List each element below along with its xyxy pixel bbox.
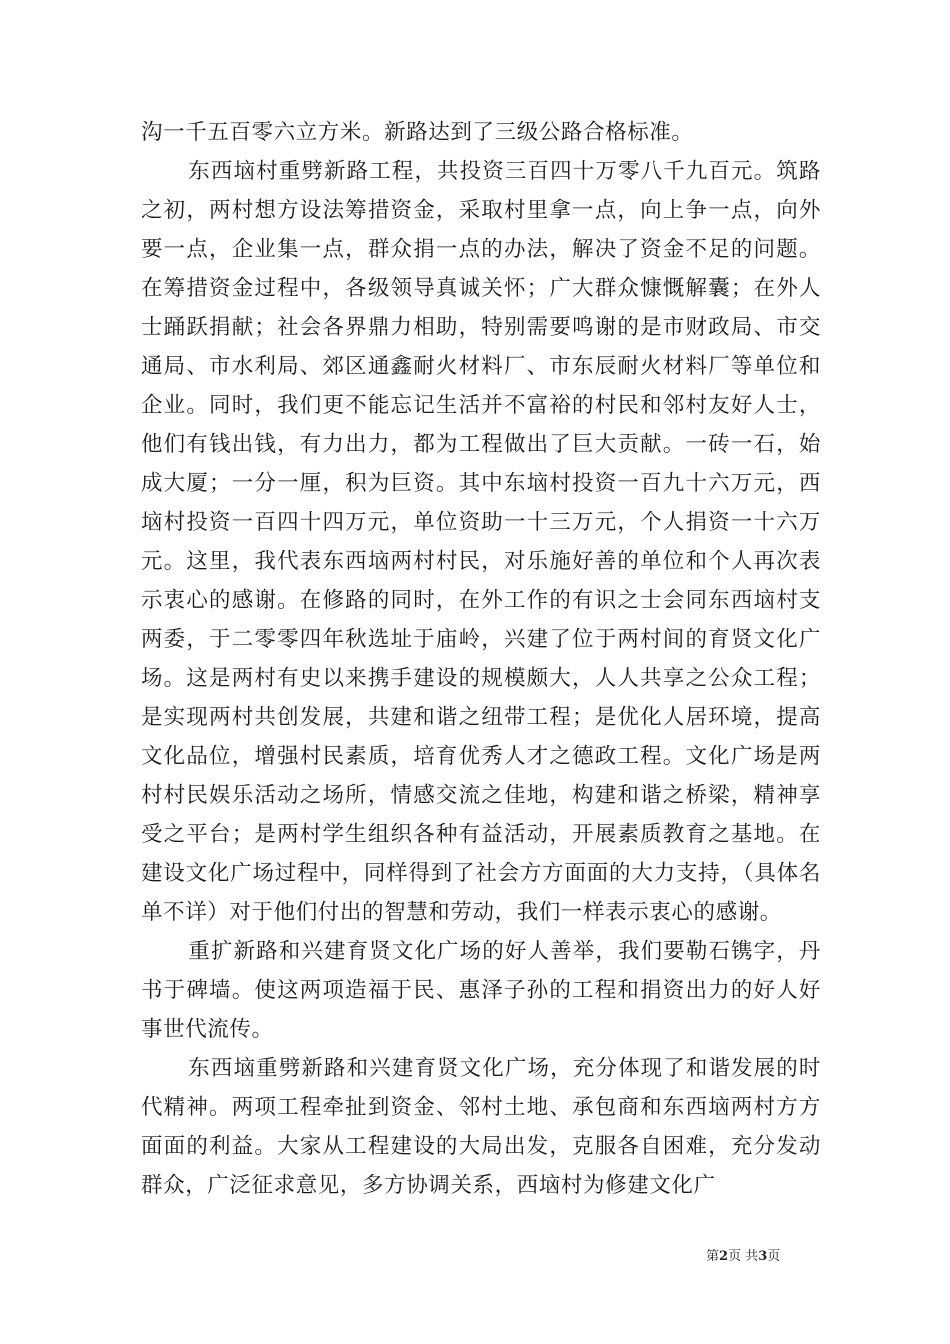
page-footer [706, 1245, 780, 1264]
document-body [141, 113, 821, 1205]
footer-middle: 页 共 [728, 1249, 759, 1264]
paragraph-continuation: 沟一千五百零六立方米。新路达到了三级公路合格标准。 [141, 120, 694, 145]
paragraph-stele: 重扩新路和兴建育贤文化广场的好人善举，我们要勒石镌字，丹书于碑墙。使这两项造福于民、惠泽子孙的工程和捐资出力的好人好事世代流传。 [141, 939, 821, 1042]
footer-suffix: 页 [767, 1249, 781, 1264]
footer-prefix: 第 [706, 1249, 720, 1264]
paragraph-road-funding: 东西垴村重劈新路工程，共投资三百四十万零八千九百元。筑路之初，两村想方设法筹措资金，采取村里拿一点，向上争一点，向外要一点，企业集一点，群众捐一点的办法，解决了资金不足的问题。在筹措资金过程中，各级领导真诚关怀；广大群众慷慨解囊；在外人士踊跃捐献；社会各界鼎力相助，特别需要鸣谢的是市财政局、市交通局、市水利局、郊区通鑫耐火材料厂、市东辰耐火材料厂等单位和企业。同时，我们更不能忘记生活并不富裕的村民和邻村友好人士，他们有钱出钱，有力出力，都为工程做出了巨大贡献。一砖一石，始成大厦；一分一厘，积为巨资。其中东垴村投资一百九十六万元，西垴村投资一百四十四万元，单位资助一十三万元，个人捐资一十六万元。这里，我代表东西垴两村村民，对乐施好善的单位和个人再次表示衷心的感谢。在修路的同时，在外工作的有识之士会同东西垴村支两委，于二零零四年秋选址于庙岭，兴建了位于两村间的育贤文化广场。这是两村有史以来携手建设的规模颇大，人人共享之公众工程；是实现两村共创发展，共建和谐之纽带工程；是优化人居环境，提高文化品位，增强村民素质，培育优秀人才之德政工程。文化广场是两村村民娱乐活动之场所，情感交流之佳地，构建和谐之桥梁，精神享受之平台；是两村学生组织各种有益活动，开展素质教育之基地。在建设文化广场过程中，同样得到了社会方方面面的大力支持，（具体名单不详）对于他们付出的智慧和劳动，我们一样表示衷心的感谢。 [141, 159, 821, 925]
paragraph-harmony: 东西垴重劈新路和兴建育贤文化广场，充分体现了和谐发展的时代精神。两项工程牵扯到资金、邻村土地、承包商和东西垴两村方方面面的利益。大家从工程建设的大局出发，克服各自困难，充分发动群众，广泛征求意见，多方协调关系，西垴村为修建文化广 [141, 1056, 821, 1198]
total-pages-number: 3 [758, 1249, 768, 1264]
current-page-number: 2 [719, 1249, 729, 1264]
